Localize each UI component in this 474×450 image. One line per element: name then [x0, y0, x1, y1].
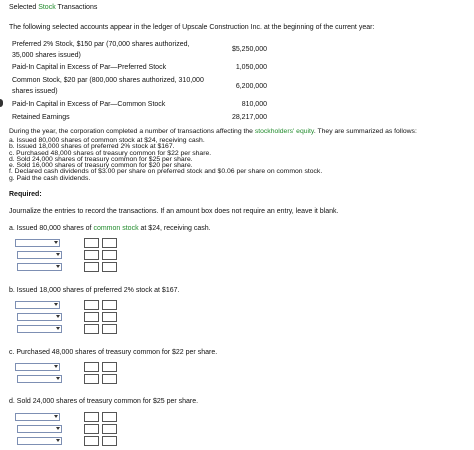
scroll-marker [0, 99, 3, 107]
debit-input[interactable] [84, 250, 99, 260]
debit-input[interactable] [84, 412, 99, 422]
account-select[interactable] [15, 413, 60, 421]
credit-input[interactable] [102, 362, 117, 372]
debit-input[interactable] [84, 436, 99, 446]
credit-input[interactable] [102, 312, 117, 322]
transaction-list [9, 138, 322, 182]
chevron-down-icon [56, 253, 60, 256]
account-select[interactable] [17, 425, 62, 433]
common-stock-link[interactable]: common stock [93, 225, 139, 232]
page-title: Selected Stock Transactions [9, 4, 98, 11]
amount: 810,000 [241, 101, 267, 108]
required-heading: Required: [9, 191, 42, 198]
credit-input[interactable] [102, 262, 117, 272]
account-select[interactable] [17, 263, 62, 271]
account-select[interactable] [15, 301, 60, 309]
debit-input[interactable] [84, 424, 99, 434]
stock-link[interactable]: Stock [38, 4, 56, 11]
credit-input[interactable] [102, 374, 117, 384]
amount: 6,200,000 [235, 83, 267, 90]
chevron-down-icon [56, 427, 60, 430]
list-item: e. Sold 16,000 shares of treasury common for $20 per share. [9, 162, 193, 170]
list-item: g. Paid the cash dividends. [9, 174, 91, 182]
list-item: f. Declared cash dividends of $3.00 per share on preferred stock and $0.06 per share on common stock. [9, 168, 323, 176]
account-select[interactable] [17, 437, 62, 445]
amount: 1,050,000 [235, 64, 267, 71]
part-a-label: a. Issued 80,000 shares of common stock at $24, receiving cash. [9, 225, 211, 232]
part-d-label: d. Sold 24,000 shares of treasury common for $25 per share. [9, 398, 199, 405]
chevron-down-icon [54, 365, 58, 368]
chevron-down-icon [54, 415, 58, 418]
chevron-down-icon [54, 303, 58, 306]
instruction-text: Journalize the entries to record the transactions. If an amount box does not require an entry, leave it blank. [9, 208, 339, 215]
chevron-down-icon [56, 315, 60, 318]
chevron-down-icon [56, 439, 60, 442]
list-item: c. Purchased 48,000 shares of treasury common for $22 per share. [9, 149, 212, 157]
part-c-label: c. Purchased 48,000 shares of treasury common for $22 per share. [9, 349, 218, 356]
stockholders-equity-link[interactable]: stockholders' equity [254, 128, 314, 135]
list-item: a. Issued 80,000 shares of common stock at $24, receiving cash. [9, 137, 205, 144]
list-item: b. Issued 18,000 shares of preferred 2% stock at $167. [9, 143, 175, 151]
debit-input[interactable] [84, 300, 99, 310]
credit-input[interactable] [102, 324, 117, 334]
debit-input[interactable] [84, 262, 99, 272]
account-select[interactable] [17, 375, 62, 383]
intro-text: The following selected accounts appear in the ledger of Upscale Construction Inc. at the beginning of the current year: [9, 24, 375, 31]
chevron-down-icon [56, 265, 60, 268]
credit-input[interactable] [102, 436, 117, 446]
amount: $5,250,000 [231, 46, 267, 53]
debit-input[interactable] [84, 312, 99, 322]
part-b-label: b. Issued 18,000 shares of preferred 2% stock at $167. [9, 287, 180, 294]
account-select[interactable] [15, 363, 60, 371]
account-select[interactable] [17, 251, 62, 259]
account-row-common-stock: Common Stock, $20 par (800,000 shares authorized, 310,000 shares issued) 6,200,000 [12, 77, 267, 95]
chevron-down-icon [54, 241, 58, 244]
credit-input[interactable] [102, 250, 117, 260]
debit-input[interactable] [84, 238, 99, 248]
account-select[interactable] [15, 239, 60, 247]
credit-input[interactable] [102, 238, 117, 248]
list-item: d. Sold 24,000 shares of treasury common for $25 per share. [9, 155, 193, 163]
account-select[interactable] [17, 325, 62, 333]
during-text: During the year, the corporation completed a number of transactions affecting the stockholders' equity. They are summarized as follows: [9, 128, 417, 135]
account-select[interactable] [17, 313, 62, 321]
debit-input[interactable] [84, 374, 99, 384]
debit-input[interactable] [84, 324, 99, 334]
chevron-down-icon [56, 327, 60, 330]
account-row-preferred-stock: Preferred 2% Stock, $150 par (70,000 shares authorized, 35,000 shares issued) $5,250,000 [12, 41, 267, 59]
debit-input[interactable] [84, 362, 99, 372]
credit-input[interactable] [102, 412, 117, 422]
amount: 28,217,000 [231, 114, 267, 121]
credit-input[interactable] [102, 300, 117, 310]
credit-input[interactable] [102, 424, 117, 434]
chevron-down-icon [56, 377, 60, 380]
